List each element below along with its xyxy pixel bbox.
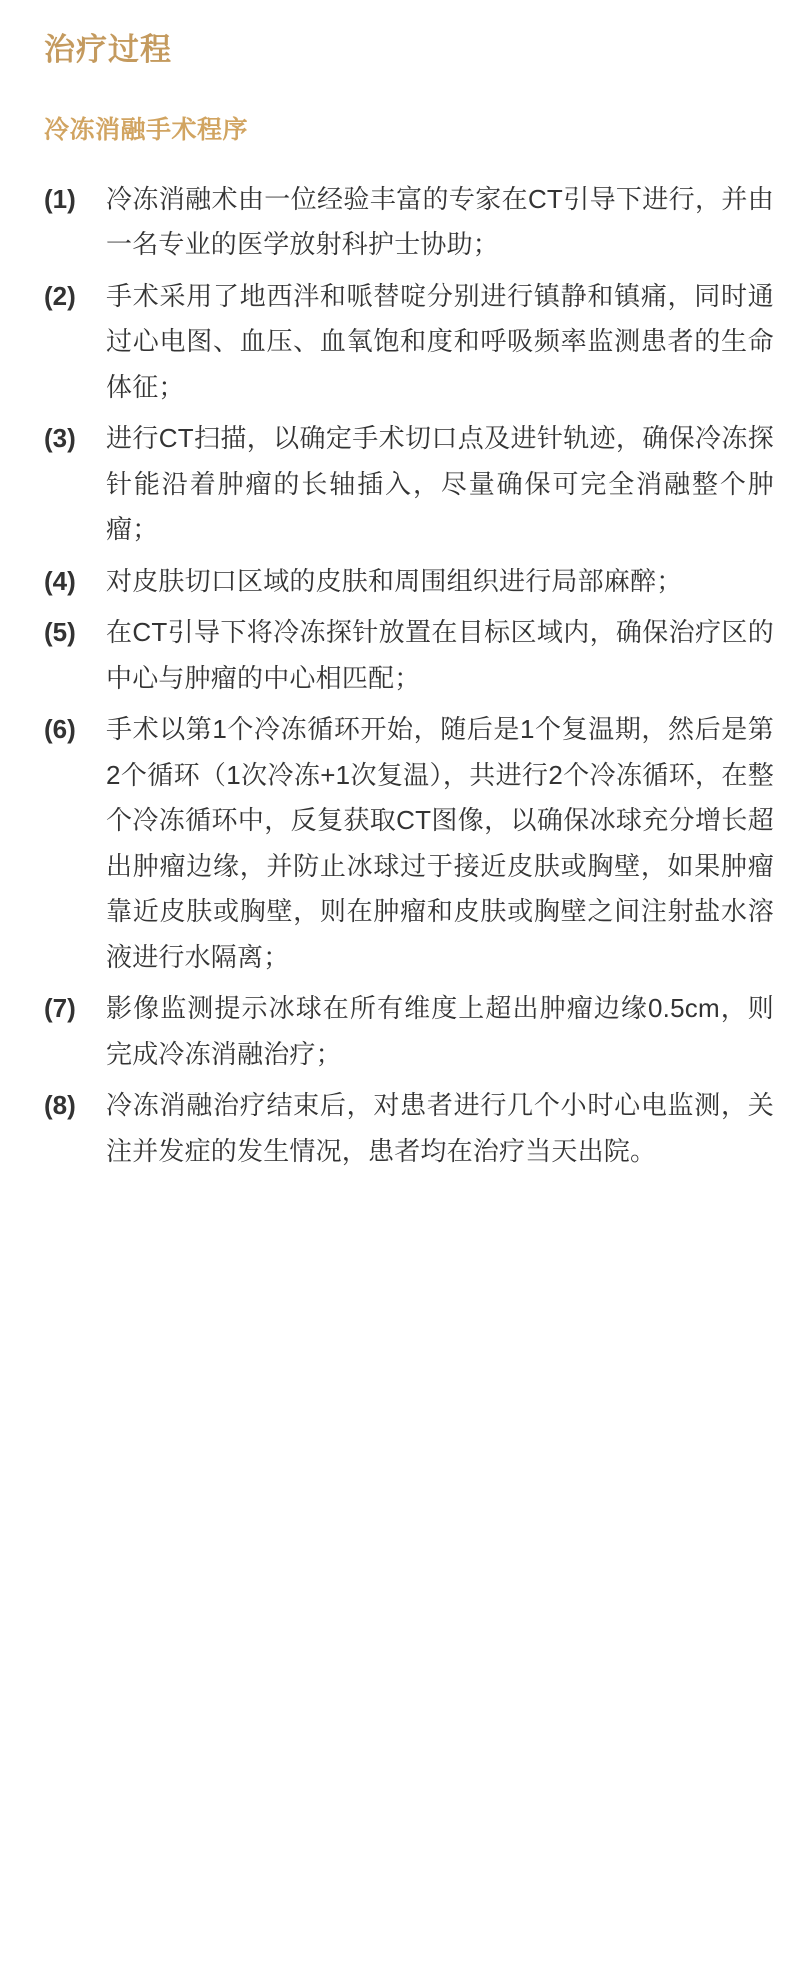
step-text: 手术采用了地西泮和哌替啶分别进行镇静和镇痛，同时通过心电图、血压、血氧饱和度和呼吸频率监测患者的生命体征； bbox=[106, 280, 774, 402]
list-item bbox=[44, 274, 774, 411]
step-text: 进行CT扫描，以确定手术切口点及进针轨迹，确保冷冻探针能沿着肿瘤的长轴插入，尽量确保可完全消融整个肿瘤； bbox=[106, 423, 774, 545]
step-number: (1) bbox=[44, 183, 76, 214]
list-item bbox=[44, 707, 774, 980]
step-number: (8) bbox=[44, 1090, 76, 1121]
step-number: (7) bbox=[44, 993, 76, 1024]
step-text: 对皮肤切口区域的皮肤和周围组织进行局部麻醉； bbox=[106, 565, 683, 596]
step-number: (2) bbox=[44, 280, 76, 311]
list-item bbox=[44, 177, 774, 268]
step-text: 手术以第1个冷冻循环开始，随后是1个复温期，然后是第2个循环（1次冷冻+1次复温），共进行2个冷冻循环，在整个冷冻循环中，反复获取CT图像，以确保冰球充分增长超出肿瘤边缘，并防止冰球过于接近皮肤或胸壁，如果肿瘤靠近皮肤或胸壁，则在肿瘤和皮肤或胸壁之间注射盐水溶液进行水隔离； bbox=[106, 714, 774, 972]
step-number: (4) bbox=[44, 565, 76, 596]
list-item bbox=[44, 416, 774, 553]
page-title: 治疗过程 bbox=[44, 32, 172, 67]
list-item bbox=[44, 986, 774, 1077]
step-number: (3) bbox=[44, 423, 76, 454]
step-text: 冷冻消融术由一位经验丰富的专家在CT引导下进行，并由一名专业的医学放射科护士协助； bbox=[106, 183, 774, 260]
procedure-step-list bbox=[44, 177, 774, 1175]
list-item bbox=[44, 559, 774, 605]
step-text: 在CT引导下将冷冻探针放置在目标区域内，确保治疗区的中心与肿瘤的中心相匹配； bbox=[106, 617, 774, 693]
step-text: 冷冻消融治疗结束后，对患者进行几个小时心电监测，关注并发症的发生情况，患者均在治疗当天出院。 bbox=[106, 1090, 774, 1166]
list-item bbox=[44, 1083, 774, 1174]
step-number: (5) bbox=[44, 617, 76, 648]
list-item bbox=[44, 610, 774, 701]
step-number: (6) bbox=[44, 714, 76, 745]
procedure-subtitle: 冷冻消融手术程序 bbox=[44, 116, 249, 145]
step-text: 影像监测提示冰球在所有维度上超出肿瘤边缘0.5cm，则完成冷冻消融治疗； bbox=[106, 993, 774, 1069]
